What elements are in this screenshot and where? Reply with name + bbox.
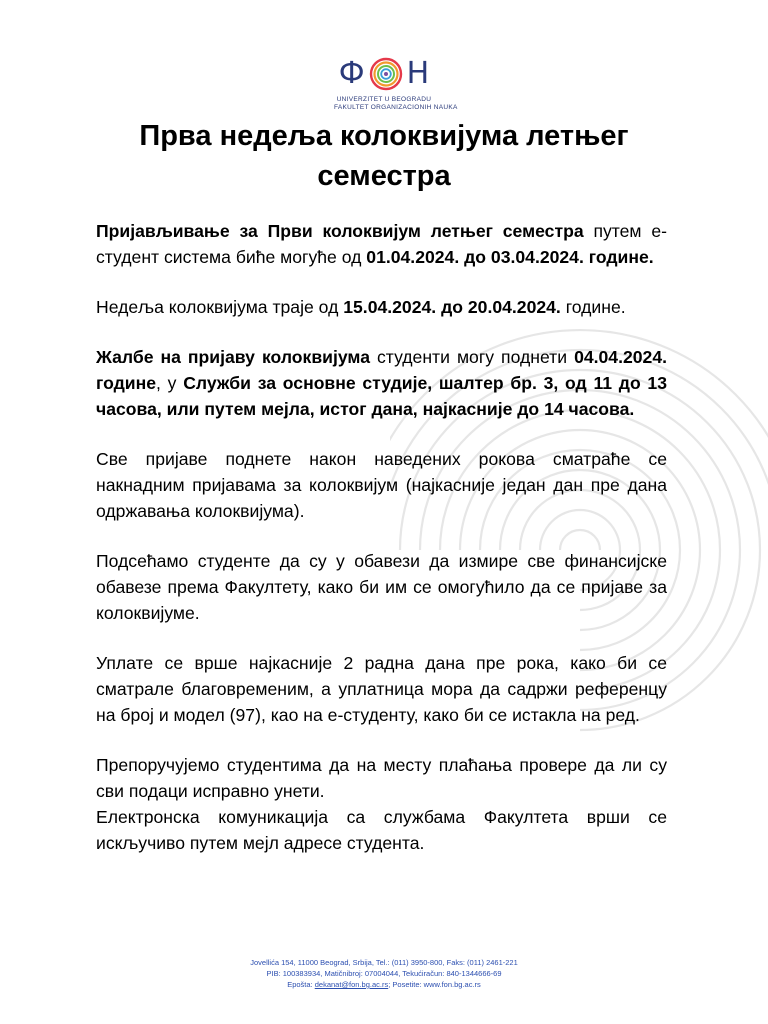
registration-text: путем е-студент система биће могуће од — [96, 221, 667, 267]
registration-heading: Пријављивање за Први колоквијум летњег семестра — [96, 221, 584, 241]
title-line-2: семестра — [317, 160, 451, 192]
footer-website: ; Posetite: www.fon.bg.ac.rs — [388, 980, 481, 989]
paragraph-week-dates — [96, 294, 667, 320]
footer — [200, 957, 568, 990]
paragraph-payments: Уплате се врше најкасније 2 радна дана пре рока, како би се сматрале благовременим, а уплатница мора да садржи референцу на број и модел (97), као на е-студенту, како би се истакла на ред. — [96, 653, 667, 725]
paragraph-financial: Подсећамо студенте да су у обавези да измире све финансијске обавезе према Факултету, како би им се омогућило да се пријаве за колоквијуме. — [96, 551, 667, 623]
complaints-heading: Жалбе на пријаву колоквијума — [96, 347, 370, 367]
week-suffix: године. — [560, 297, 626, 317]
footer-email-link[interactable]: dekanat@fon.bg.ac.rs — [314, 980, 389, 989]
week-dates: 15.04.2024. до 20.04.2024. — [343, 297, 561, 317]
logo-letter-f: Ф — [338, 56, 365, 91]
complaints-date: 04.04.2024. године — [96, 347, 668, 393]
complaints-text: студенти могу поднети — [370, 347, 575, 367]
paragraph-check-data: Препоручујемо студентима да на месту плаћања провере да ли су сви подаци исправно унети. — [96, 755, 667, 801]
page-title — [96, 116, 672, 196]
logo-mark — [334, 52, 434, 96]
footer-address: Jovellića 154, 11000 Beograd, Srbija, Tel.: (011) 3950-800, Faks: (011) 2461-221 — [250, 958, 518, 967]
complaints-connector: , у — [156, 373, 184, 393]
title-line-1: Прва недеља колоквијума летњег — [139, 120, 629, 152]
week-text: Недеља колоквијума траје од — [96, 297, 344, 317]
paragraph-late-registrations: Све пријаве поднете након наведених рокова сматраће се накнадним пријавама за колоквијум (најкасније један дан пре дана одржавања колоквијума). — [96, 449, 667, 521]
complaints-office: Служби за основне студије, шалтер бр. 3, од 11 до 13 часова, или путем мејла, истог дана, најкасније до 14 часова. — [96, 373, 667, 419]
logo-rings-icon — [368, 56, 404, 92]
paragraph-registration — [96, 218, 667, 270]
logo-letter-n: Н — [406, 56, 430, 91]
document-body — [96, 218, 667, 856]
logo-university: UNIVERZITET U BEOGRADU — [336, 96, 432, 103]
paragraph-email-communication: Електронска комуникација са службама Факултета врши се искључиво путем мејл адресе студента. — [96, 807, 667, 853]
footer-ids: PIB: 100383934, Matičnibroj: 07004044, Tekućiračun: 840-1344666-69 — [266, 969, 502, 978]
logo-faculty: FAKULTET ORGANIZACIONIH NAUKA — [334, 103, 458, 111]
footer-contact — [200, 979, 568, 990]
footer-email-label: Epošta: — [287, 980, 315, 989]
fon-logo — [334, 52, 458, 120]
paragraph-complaints — [96, 344, 667, 422]
registration-dates: 01.04.2024. до 03.04.2024. године. — [366, 247, 654, 267]
